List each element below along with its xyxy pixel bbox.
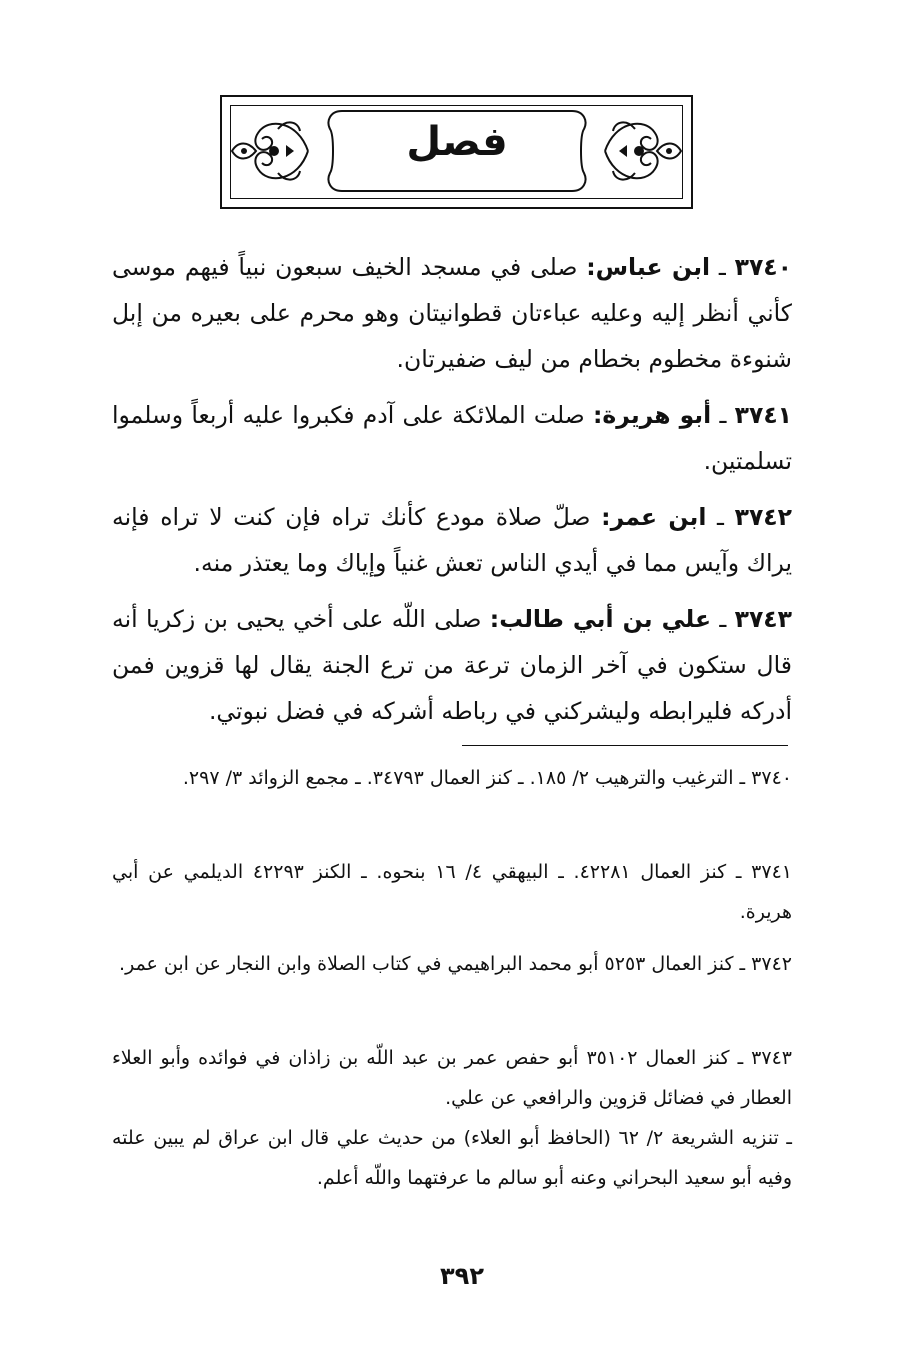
hadith-number: ٣٧٤١ xyxy=(734,401,793,429)
hadith-number: ٣٧٤٣ xyxy=(734,605,792,633)
hadith-narrator: ابن عمر: xyxy=(601,503,707,531)
hadith-number: ٣٧٤٠ xyxy=(734,253,792,281)
chapter-header-frame xyxy=(220,95,693,209)
footnote-3740: ٣٧٤٠ ـ الترغيب والترهيب ٢/ ١٨٥. ـ كنز العمال ٣٤٧٩٣. ـ مجمع الزوائد ٣/ ٢٩٧. xyxy=(182,767,792,789)
hadith-text: صلّ صلاة مودع كأنك تراه فإن كنت لا تراه فإنه يراك وآيس مما في أيدي الناس تعش غنياً وإياك وما يعتذر منه. xyxy=(112,503,792,577)
hadith-number: ٣٧٤٢ xyxy=(734,503,792,531)
hadith-3743: ٣٧٤٣ ـ علي بن أبي طالب: صلى اللّه على أخي يحيى بن زكريا أنه قال ستكون في آخر الزمان ترعة من ترع الجنة يقال لها قزوين فمن أدركه فليرابطه وليشركني في رباطه أشركه في فضل نبوتي. xyxy=(112,605,792,725)
hadith-narrator: أبو هريرة: xyxy=(592,401,712,429)
chapter-title: فصل xyxy=(406,119,508,165)
hadith-text: صلى في مسجد الخيف سبعون نبياً فيهم موسى كأني أنظر إليه وعليه عباءتان قطوانيتان وهو محرم على بعيره من إبل شنوءة مخطوم بخطام من ليف ضفيرتان. xyxy=(112,253,792,373)
hadith-narrator: ابن عباس: xyxy=(586,253,711,281)
page-number: ٣٩٢ xyxy=(440,1262,484,1290)
hadith-3742: ٣٧٤٢ ـ ابن عمر: صلّ صلاة مودع كأنك تراه فإن كنت لا تراه فإنه يراك وآيس مما في أيدي الناس تعش غنياً وإياك وما يعتذر منه. xyxy=(112,503,792,577)
footnote-3742: ٣٧٤٢ ـ كنز العمال ٥٢٥٣ أبو محمد البراهيمي في كتاب الصلاة وابن النجار عن ابن عمر. xyxy=(119,953,792,975)
footnote-3741: ٣٧٤١ ـ كنز العمال ٤٢٢٨١. ـ البيهقي ٤/ ١٦ بنحوه. ـ الكنز ٤٢٢٩٣ الديلمي عن أبي هريرة. xyxy=(112,861,792,923)
footnote-tanzih: ـ تنزيه الشريعة ٢/ ٦٢ (الحافظ أبو العلاء) من حديث علي قال ابن عراق لم يبين علته وفيه أبو سعيد البحراني وعنه أبو سالم ما عرفتهما واللّه أعلم. xyxy=(112,1127,792,1189)
right-arabesque-ornament-icon xyxy=(599,111,685,191)
hadith-narrator: علي بن أبي طالب: xyxy=(489,605,712,633)
left-arabesque-ornament-icon xyxy=(228,111,314,191)
hadith-3740: ٣٧٤٠ ـ ابن عباس: صلى في مسجد الخيف سبعون نبياً فيهم موسى كأني أنظر إليه وعليه عباءتان قطوانيتان وهو محرم على بعيره من إبل شنوءة مخطوم بخطام من ليف ضفيرتان. xyxy=(112,253,792,373)
footnote-separator xyxy=(462,745,788,746)
hadith-text: صلت الملائكة على آدم فكبروا عليه أربعاً وسلموا تسلمتين. xyxy=(112,401,792,475)
footnote-3743: ٣٧٤٣ ـ كنز العمال ٣٥١٠٢ أبو حفص عمر بن عبد اللّه بن زاذان في فوائده وأبو العلاء العطار في فضائل قزوين والرافعي عن علي. xyxy=(112,1047,792,1109)
hadith-3741: ٣٧٤١ ـ أبو هريرة: صلت الملائكة على آدم فكبروا عليه أربعاً وسلموا تسلمتين. xyxy=(112,401,793,475)
hadith-text: صلى اللّه على أخي يحيى بن زكريا أنه قال ستكون في آخر الزمان ترعة من ترع الجنة يقال لها قزوين فمن أدركه فليرابطه وليشركني في رباطه أشركه في فضل نبوتي. xyxy=(112,605,792,725)
